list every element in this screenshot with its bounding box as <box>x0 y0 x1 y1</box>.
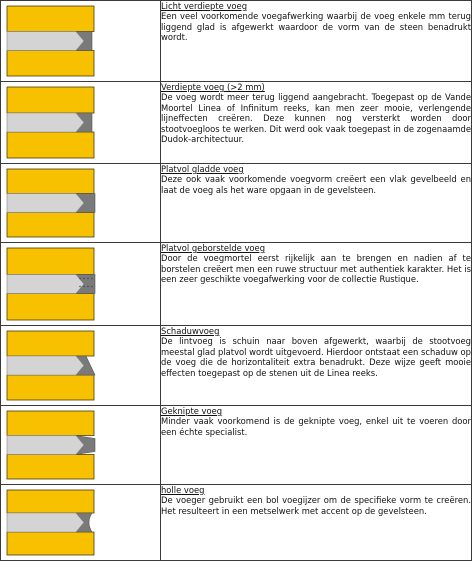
upper-brick <box>7 87 94 113</box>
brush-texture <box>91 286 92 287</box>
brush-texture <box>87 286 88 287</box>
joint-illustration-cell <box>1 485 161 561</box>
mortar-core <box>7 513 84 532</box>
table-row <box>1 485 472 561</box>
lower-brick <box>7 375 94 400</box>
joint-illustration <box>1 243 160 325</box>
joint-illustration <box>1 485 160 560</box>
joint-description-cell <box>161 1 472 82</box>
joint-title: Platvol gladde voeg <box>161 164 244 174</box>
joint-title: Geknipte voeg <box>161 406 223 416</box>
joint-title: Verdiepte voeg (>2 mm) <box>161 82 265 92</box>
brush-texture <box>79 286 80 287</box>
brush-texture <box>83 286 84 287</box>
joint-title: holle voeg <box>161 485 205 495</box>
upper-brick <box>7 490 94 513</box>
joint-description: Deze ook vaak voorkomende voegvorm creëert een vlak gevelbeeld en laat de voeg als het ware opgaan in de gevelsteen. <box>161 174 471 195</box>
mortar-core <box>7 194 84 213</box>
upper-brick <box>7 6 94 32</box>
joint-description-cell <box>161 164 472 243</box>
joint-title: Schaduwvoeg <box>161 326 220 336</box>
joint-description: De voeg wordt meer terug liggend aangebracht. Toegepast op de Vande Moortel Linea of Infinitum reeks, kan men zeer mooie, verlengende lijneffecten creëren. Deze kunnen nog versterkt worden door stootvoegloos te werken. Dit werd ook vaak toegepast in de zogenaamde Dudok-architectuur. <box>161 92 471 145</box>
joint-illustration-cell <box>1 82 161 164</box>
lower-brick <box>7 455 94 480</box>
joint-title: Platvol geborstelde voeg <box>161 243 266 253</box>
joint-description-cell <box>161 406 472 485</box>
brush-texture <box>91 278 92 279</box>
joint-description: Een veel voorkomende voegafwerking waarbij de voeg enkele mm terug liggend glad is afgewerkt waardoor de vorm van de steen benadrukt wordt. <box>161 11 471 43</box>
joint-description: De lintvoeg is schuin naar boven afgewerkt, waarbij de stootvoeg meestal glad platvol wordt uitgevoerd. Hierdoor ontstaat een schaduw op de voeg die de horizontaliteit extra benadrukt. Deze wijze geeft mooie effecten toegepast op de stenen uit de Linea reeks. <box>161 336 471 378</box>
joint-title: Licht verdiepte voeg <box>161 1 248 11</box>
lower-brick <box>7 532 94 555</box>
joint-description-cell <box>161 485 472 561</box>
table-row <box>1 326 472 406</box>
brush-texture <box>79 278 80 279</box>
table-row <box>1 82 472 164</box>
brush-texture <box>83 278 84 279</box>
upper-brick <box>7 248 94 275</box>
joint-illustration-cell <box>1 326 161 406</box>
joint-description-cell <box>161 243 472 326</box>
joint-illustration-cell <box>1 406 161 485</box>
mortar-core <box>7 436 84 455</box>
upper-brick <box>7 411 94 436</box>
table-row <box>1 243 472 326</box>
joint-illustration <box>1 82 160 163</box>
joint-description-cell <box>161 326 472 406</box>
brush-texture <box>87 278 88 279</box>
mortar-core <box>7 275 84 294</box>
joint-description: Minder vaak voorkomend is de geknipte voeg, enkel uit te voeren door een échte specialist. <box>161 416 471 437</box>
lower-brick <box>7 132 94 158</box>
mortar-core <box>7 356 84 375</box>
joint-illustration-cell <box>1 243 161 326</box>
joint-illustration-cell <box>1 164 161 243</box>
joint-description-cell <box>161 82 472 164</box>
joint-illustration <box>1 1 160 81</box>
joint-illustration-cell <box>1 1 161 82</box>
table-row <box>1 406 472 485</box>
lower-brick <box>7 51 94 77</box>
table-row <box>1 164 472 243</box>
table-row <box>1 1 472 82</box>
lower-brick <box>7 213 94 238</box>
mortar-core <box>7 113 84 132</box>
joint-description: De voeger gebruikt een bol voegijzer om de specifieke vorm te creëren. Het resulteert in een metselwerk met accent op de gevelsteen. <box>161 495 471 516</box>
joint-illustration <box>1 164 160 242</box>
joint-illustration <box>1 406 160 484</box>
table-body <box>1 1 472 561</box>
lower-brick <box>7 294 94 321</box>
joint-illustration <box>1 326 160 405</box>
joint-description: Door de voegmortel eerst rijkelijk aan te brengen en nadien af te borstelen creëert men een ruwe structuur met authentiek karakter. Het is een zeer geschikte voegafwerking voor de collectie Rustique. <box>161 253 471 285</box>
upper-brick <box>7 169 94 194</box>
mortar-core <box>7 32 84 51</box>
upper-brick <box>7 331 94 356</box>
